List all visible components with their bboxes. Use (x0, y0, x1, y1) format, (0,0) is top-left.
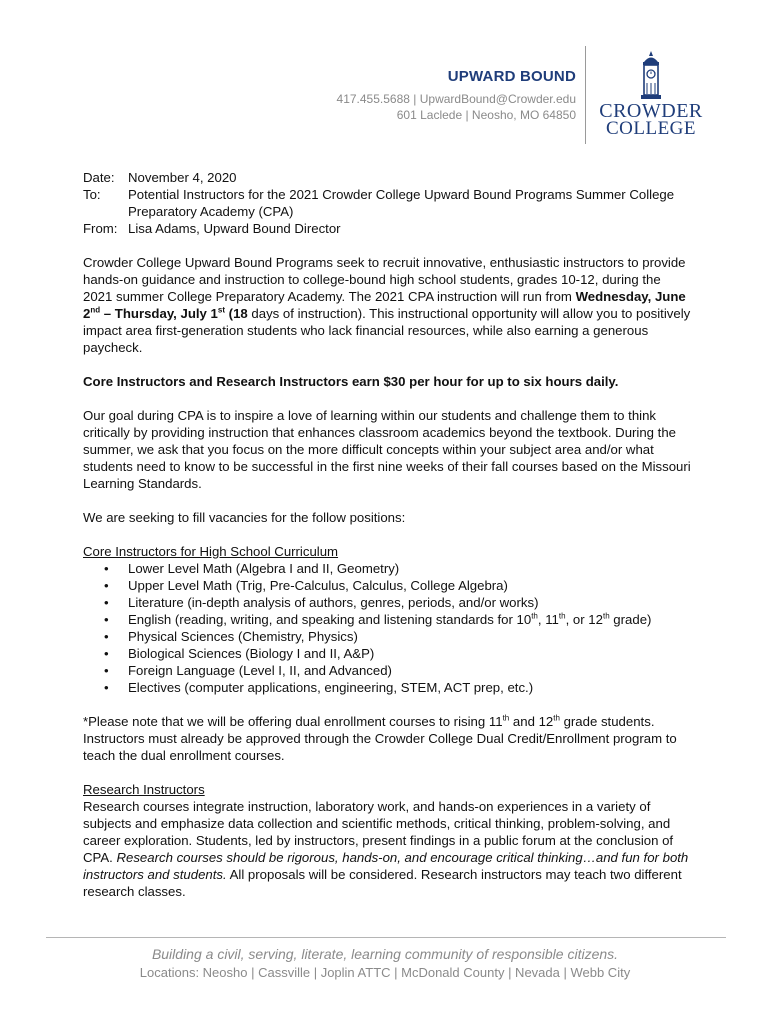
core-instructors-list (83, 560, 693, 696)
to-value: Potential Instructors for the 2021 Crowder College Upward Bound Programs Summer College Preparatory Academy (CPA) (128, 187, 675, 219)
goal-paragraph: Our goal during CPA is to inspire a love of learning within our students and challenge them to think critically by providing instruction that enhances classroom academics beyond the textbook. During the summer, we ask that you focus on the more difficult concepts within your subject area and/or what students need to know to be successful in the first nine weeks of their fall courses based on the Missouri Learning Standards. (83, 408, 691, 491)
footer-tagline: Building a civil, serving, literate, learning community of responsible citizens. (151, 946, 619, 962)
org-name: UPWARD BOUND (447, 68, 576, 85)
list-item: • Literature (in-depth analysis of authors, genres, periods, and/or works) (104, 594, 693, 611)
crowder-college-logo (598, 50, 704, 138)
date-value: November 4, 2020 (128, 170, 237, 185)
clock-tower-icon (638, 50, 664, 100)
list-item: • Physical Sciences (Chemistry, Physics) (104, 628, 693, 645)
research-paragraph: Research courses integrate instruction, laboratory work, and hands-on experiences in a variety of subjects and emphasize data collection and scientific methods, critical thinking, problem-solving, and career exploration. Students, led by instructors, present findings in a public forum at the conclusion of CPA. Research courses should be rigorous, hands-on, and encourage critical thinking…and fun for both instructors and students. All proposals will be considered. Research instructors may teach two different research classes. (83, 799, 689, 899)
memo-date (83, 169, 693, 186)
list-item: • Electives (computer applications, engineering, STEM, ACT prep, etc.) (104, 679, 693, 696)
list-item: • English (reading, writing, and speaking and listening standards for 10th, 11th, or 12th grade) (104, 611, 693, 628)
from-label: From: (83, 221, 118, 236)
footer-locations: Locations: Neosho | Cassville | Joplin ATTC | McDonald County | Nevada | Webb City (139, 965, 631, 980)
list-item: • Foreign Language (Level I, II, and Advanced) (104, 662, 693, 679)
letter-body (83, 169, 693, 900)
logo-crowder: CROWDER (599, 100, 703, 122)
research-instructors-heading: Research Instructors (83, 782, 205, 797)
footer-divider (46, 937, 726, 938)
list-item: • Lower Level Math (Algebra I and II, Geometry) (104, 560, 693, 577)
memo-from (83, 220, 693, 237)
pay-statement: Core Instructors and Research Instructors earn $30 per hour for up to six hours daily. (83, 374, 619, 389)
logo-college: COLLEGE (605, 118, 697, 139)
vacancies-intro: We are seeking to fill vacancies for the follow positions: (83, 510, 406, 525)
from-value: Lisa Adams, Upward Bound Director (128, 221, 341, 236)
intro-paragraph: Crowder College Upward Bound Programs seek to recruit innovative, enthusiastic instructors to provide hands-on guidance and instruction to college-bound high school students, grades 10-12, during the 2021 summer College Preparatory Academy. The 2021 CPA instruction will run from Wednesday, June 2nd – Thursday, July 1st (18 days of instruction). This instructional opportunity will allow you to positively impact area first-generation students who lack financial resources, while also earning a generous paycheck. (83, 255, 691, 355)
core-instructors-heading: Core Instructors for High School Curriculum (83, 544, 339, 559)
contact-phone-email: 417.455.5688 | UpwardBound@Crowder.edu (336, 92, 576, 106)
letterhead-contact (337, 68, 576, 123)
list-item: • Upper Level Math (Trig, Pre-Calculus, Calculus, College Algebra) (104, 577, 693, 594)
header-divider (585, 46, 586, 144)
to-label: To: (83, 187, 101, 202)
memo-to (83, 186, 693, 220)
date-label: Date: (83, 170, 115, 185)
dual-enrollment-note: *Please note that we will be offering dual enrollment courses to rising 11th and 12th grade students. Instructors must already be approved through the Crowder College Dual Credit/Enrollment program to teach the dual enrollment courses. (83, 713, 677, 763)
list-item: • Biological Sciences (Biology I and II, A&P) (104, 645, 693, 662)
contact-address: 601 Laclede | Neosho, MO 64850 (396, 108, 576, 122)
